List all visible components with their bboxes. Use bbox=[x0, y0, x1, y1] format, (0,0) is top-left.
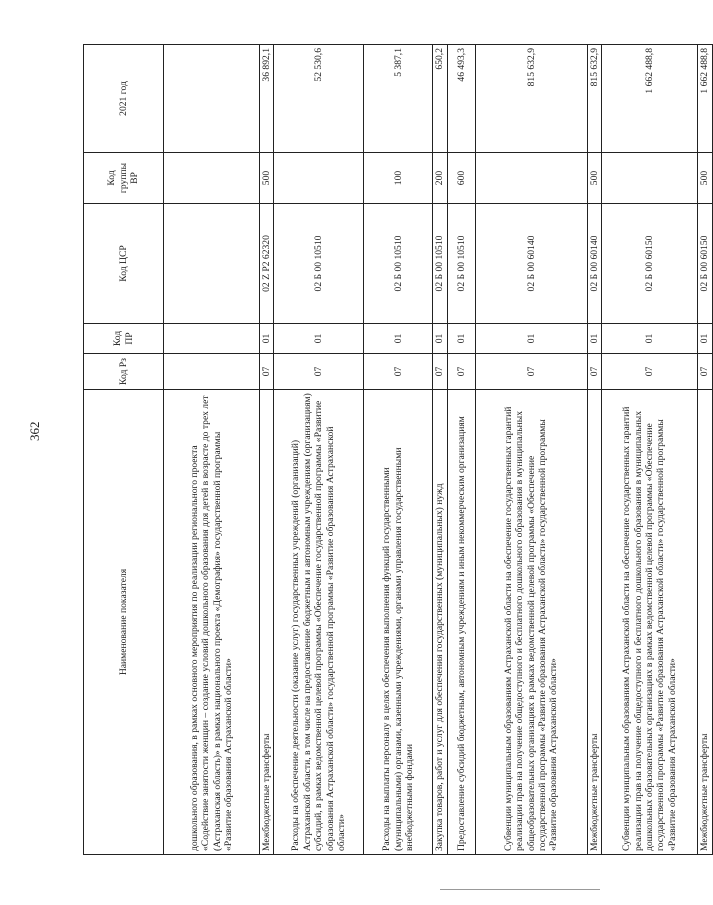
cell-vr: 500 bbox=[587, 153, 601, 204]
cell-2021: 46 493,3 bbox=[447, 45, 475, 153]
cell-2021: 815 632,9 bbox=[587, 45, 601, 153]
cell-pr: 01 bbox=[364, 324, 433, 354]
cell-pr: 01 bbox=[602, 324, 698, 354]
cell-vr bbox=[602, 153, 698, 204]
cell-rz: 07 bbox=[475, 354, 587, 390]
cell-vr: 100 bbox=[364, 153, 433, 204]
cell-pr: 01 bbox=[433, 324, 447, 354]
cell-csr: 02 Б 00 60140 bbox=[475, 204, 587, 324]
cell-vr bbox=[164, 153, 260, 204]
cell-name: Межбюджетные трансферты bbox=[260, 390, 274, 855]
cell-rz: 07 bbox=[274, 354, 364, 390]
cell-pr: 01 bbox=[698, 324, 712, 354]
cell-name: дошкольного образования, в рамках основного мероприятия по реализации регионального проекта «Содействие занятости женщин – создание условий дошкольного образования для детей в возрасте до трех лет (Астраханская область)» в рамках национального проекта «Демография» государственной программы «Развитие образования Астраханской области» bbox=[164, 390, 260, 855]
header-vr: Код группы ВР bbox=[84, 153, 164, 204]
table-header-row bbox=[84, 45, 164, 855]
cell-name: Расходы на обеспечение деятельности (оказание услуг) государственных учреждений (организаций) Астраханской области, в том числе на предоставление бюджетным и автономным учреждениям (организациям) субсидий, в рамках ведомственной целевой программы «Обеспечение государственной программы «Развитие образования Астраханской области» государственной программы «Развитие образования Астраханской области» bbox=[274, 390, 364, 855]
cell-2021: 5 387,1 bbox=[364, 45, 433, 153]
cell-csr: 02 Б 00 10510 bbox=[433, 204, 447, 324]
table-row bbox=[433, 45, 447, 855]
cell-rz: 07 bbox=[433, 354, 447, 390]
cell-csr: 02 Б 00 10510 bbox=[274, 204, 364, 324]
cell-csr: 02 Б 00 10510 bbox=[447, 204, 475, 324]
cell-rz: 07 bbox=[587, 354, 601, 390]
header-name: Наименование показателя bbox=[84, 390, 164, 855]
cell-csr: 02 Б 00 60150 bbox=[698, 204, 712, 324]
header-rz: Код Рз bbox=[84, 354, 164, 390]
cell-pr: 01 bbox=[447, 324, 475, 354]
cell-2021: 815 632,9 bbox=[475, 45, 587, 153]
cell-2021 bbox=[164, 45, 260, 153]
budget-table bbox=[83, 44, 713, 855]
table-row bbox=[364, 45, 433, 855]
table-row bbox=[447, 45, 475, 855]
cell-pr: 01 bbox=[274, 324, 364, 354]
cell-pr: 01 bbox=[587, 324, 601, 354]
cell-vr bbox=[475, 153, 587, 204]
cell-name: Расходы на выплаты персоналу в целях обеспечения выполнения функций государственными (муниципальными) органами, казенными учреждениями, органами управления государственными внебюджетными фондами bbox=[364, 390, 433, 855]
cell-pr bbox=[164, 324, 260, 354]
table-row bbox=[602, 45, 698, 855]
table-row bbox=[164, 45, 260, 855]
scan-edge-line bbox=[440, 889, 600, 890]
table-row bbox=[475, 45, 587, 855]
cell-name: Субвенции муниципальным образованиям Астраханской области на обеспечение государственных гарантий реализации прав на получение общедоступного и бесплатного дошкольного образования в муниципальных дошкольных образовательных организациях в рамках ведомственной целевой программы «Обеспечение государственной программы «Развитие образования Астраханской области» государственной программы «Развитие образования Астраханской области» bbox=[602, 390, 698, 855]
cell-rz: 07 bbox=[260, 354, 274, 390]
cell-2021: 1 662 488,8 bbox=[698, 45, 712, 153]
cell-name: Предоставление субсидий бюджетным, автономным учреждениям и иным некоммерческим организациям bbox=[447, 390, 475, 855]
table-row bbox=[587, 45, 601, 855]
table-row bbox=[698, 45, 712, 855]
cell-csr: 02 Б 00 60150 bbox=[602, 204, 698, 324]
cell-vr: 500 bbox=[698, 153, 712, 204]
header-pr: Код ПР bbox=[84, 324, 164, 354]
cell-name: Закупка товаров, работ и услуг для обеспечения государственных (муниципальных) нужд bbox=[433, 390, 447, 855]
cell-rz: 07 bbox=[602, 354, 698, 390]
header-csr: Код ЦСР bbox=[84, 204, 164, 324]
cell-name: Субвенции муниципальным образованиям Астраханской области на обеспечение государственных гарантий реализации прав на получение общедоступного и бесплатного дошкольного образования в муниципальных общеобразовательных организациях в рамках ведомственной целевой программы «Обеспечение государственной программы «Развитие образования Астраханской области» государственной программы «Развитие образования Астраханской области» bbox=[475, 390, 587, 855]
cell-rz bbox=[164, 354, 260, 390]
cell-vr: 600 bbox=[447, 153, 475, 204]
cell-csr bbox=[164, 204, 260, 324]
header-2021: 2021 год bbox=[84, 45, 164, 153]
table-row bbox=[260, 45, 274, 855]
cell-csr: 02 Б 00 10510 bbox=[364, 204, 433, 324]
table-row bbox=[274, 45, 364, 855]
cell-name: Межбюджетные трансферты bbox=[587, 390, 601, 855]
cell-rz: 07 bbox=[698, 354, 712, 390]
page-number: 362 bbox=[27, 421, 42, 441]
cell-pr: 01 bbox=[475, 324, 587, 354]
cell-csr: 02 Z P2 62320 bbox=[260, 204, 274, 324]
cell-2021: 650,2 bbox=[433, 45, 447, 153]
cell-2021: 52 530,6 bbox=[274, 45, 364, 153]
cell-2021: 1 662 488,8 bbox=[602, 45, 698, 153]
cell-rz: 07 bbox=[447, 354, 475, 390]
cell-vr bbox=[274, 153, 364, 204]
cell-name: Межбюджетные трансферты bbox=[698, 390, 712, 855]
cell-2021: 36 892,1 bbox=[260, 45, 274, 153]
cell-vr: 200 bbox=[433, 153, 447, 204]
cell-csr: 02 Б 00 60140 bbox=[587, 204, 601, 324]
cell-pr: 01 bbox=[260, 324, 274, 354]
rotated-page-content bbox=[83, 45, 711, 855]
cell-vr: 500 bbox=[260, 153, 274, 204]
cell-rz: 07 bbox=[364, 354, 433, 390]
